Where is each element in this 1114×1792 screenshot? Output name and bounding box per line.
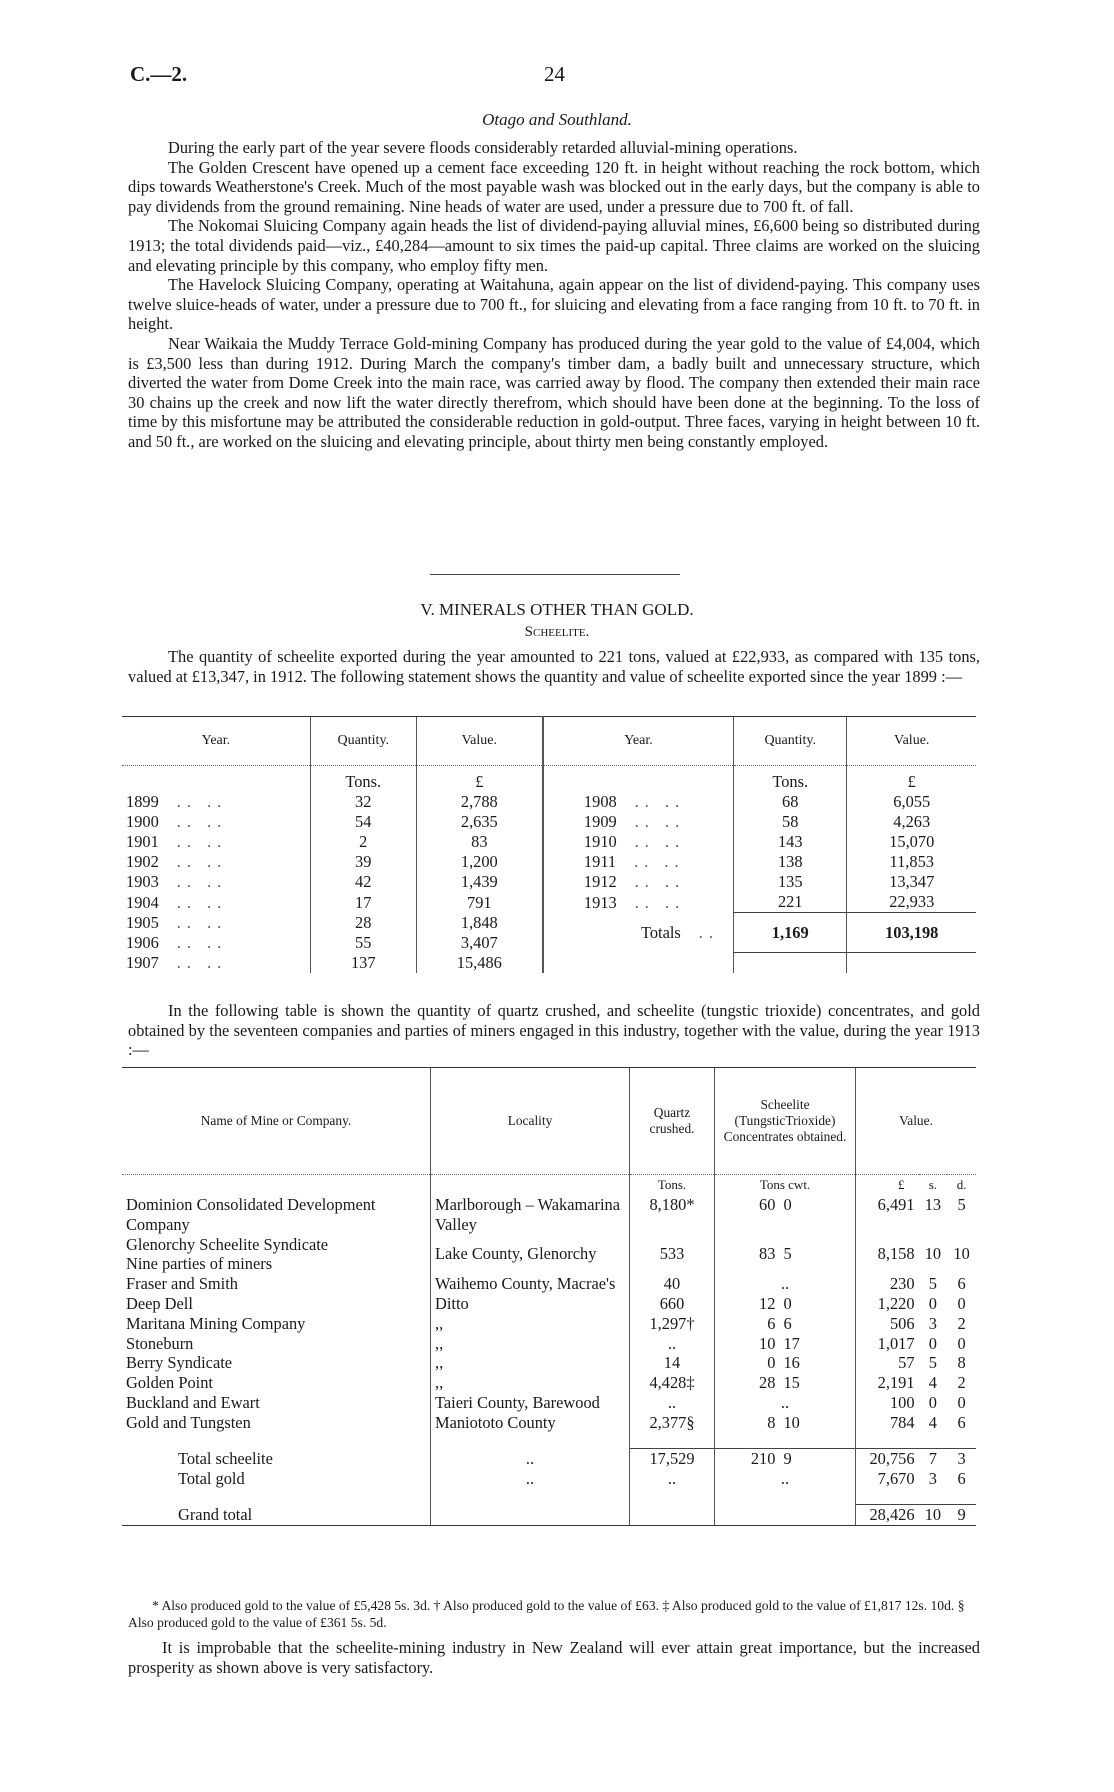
- paragraph: It is improbable that the scheelite-mining industry in New Zealand will ever attain great importance, but the increased prosperity as shown above is very satisfactory.: [128, 1638, 980, 1677]
- grand-total-row: Grand total 28,426 10 9: [122, 1505, 976, 1526]
- unit-pounds: £: [416, 766, 543, 793]
- table-row: 1905 .. .. 28 1,848 Totals .. 1,169 103,198: [122, 913, 976, 933]
- table-row: 1899 .. .. 32 2,788 1908 .. .. 68 6,055: [122, 792, 976, 812]
- table-row: Dominion Consolidated Development Company Marlborough – Wakamarina Valley 8,180* 60 0 6,491 13 5: [126, 1195, 966, 1234]
- document-code: C.—2.: [130, 62, 188, 86]
- col-value: Value.: [856, 1068, 977, 1175]
- totals-value: 103,198: [847, 913, 976, 953]
- section-divider: [430, 574, 680, 575]
- table-row: Stoneburn ,, .. 10 17 1,017 0 0: [126, 1333, 966, 1353]
- paragraph: The Nokomai Sluicing Company again heads the list of dividend-paying alluvial mines, £6,600 being so distributed during 1913; the total dividends paid—viz., £40,284—amount to six times the paid-up capital. Three claims are worked on the sluicing and elevating principle by this company, who employ fifty men.: [128, 216, 980, 275]
- col-scheelite: Scheelite (TungsticTrioxide) Concentrates obtained.: [715, 1068, 856, 1175]
- paragraph: The quantity of scheelite exported during the year amounted to 221 tons, valued at £22,933, as compared with 135 tons, valued at £13,347, in 1912. The following statement shows the quantity and value of scheelite exported since the year 1899 :—: [128, 647, 980, 686]
- scheelite-subheading: Scheelite.: [524, 624, 590, 640]
- otago-text: [128, 138, 980, 452]
- paragraph: In the following table is shown the quantity of quartz crushed, and scheelite (tungstic trioxide) concentrates, and gold obtained by the seventeen companies and parties of miners engaged in this industry, together with the value, during the year 1913 :—: [128, 1001, 980, 1060]
- table-row: 1907 .. .. 137 15,486: [122, 953, 976, 973]
- table-row: 1903 .. .. 42 1,439 1912 .. .. 135 13,347: [122, 872, 976, 892]
- table-row: Buckland and Ewart Taieri County, Barewood .. .. 100 0 0: [126, 1392, 966, 1412]
- table-row: Maritana Mining Company ,, 1,297† 6 6 506 3 2: [126, 1313, 966, 1333]
- unit-pounds: £: [847, 766, 976, 793]
- unit-tons: Tons.: [734, 766, 847, 793]
- paragraph: Near Waikaia the Muddy Terrace Gold-mining Company has produced during the year gold to the value of £4,004, which is £3,500 less than during 1912. During March the company's timber dam, a badly built and unnecessary structure, which diverted the water from Dome Creek into the main race, was carried away by flood. The company then extended their main race 30 chains up the creek and now lift the water directly therefrom, which should have been done at the beginning. To the loss of time by this misfortune may be attributed the considerable reduction in gold-output. Three faces, varying in height between 10 ft. and 50 ft., are worked on the sluicing and elevating principle, about thirty men being constantly employed.: [128, 333, 980, 451]
- table-row: Fraser and Smith Waihemo County, Macrae's 40 .. 230 5 6: [126, 1274, 966, 1294]
- total-gold-row: Total gold .. .. .. 7,670 3 6: [122, 1469, 976, 1505]
- col-name: Name of Mine or Company.: [122, 1068, 431, 1175]
- paragraph: The Golden Crescent have opened up a cement face exceeding 120 ft. in height without reaching the rock bottom, which dips towards Weatherstone's Creek. Much of the most payable wash was blocked out in the early days, but the company is able to pay dividends from the ground remaining. Nine heads of water are used, under a pressure due to 700 ft. of fall.: [128, 157, 980, 216]
- mines-table: Name of Mine or Company. Locality Quartz crushed. Scheelite (TungsticTrioxide) Concentrates obtained. Value. Tons. Tons cwt. £ s. d. Dominion Consolidated Development Company Marlborough – Wakamarina Valley 8,180* 60 0 6,491 13 5 Glenorchy Scheelite Syndicate Nine parties of miners Lake County, Glenorchy 533 83 5 8,158 10 10 Fraser and Smith Waihemo County, Macrae's 40 .. 230 5 6 Deep Dell Ditto 660 12 0 1,220 0 0 Maritana Mining Company ,, 1,297† 6 6 506 3 2 Stoneburn ,, .. 10 17 1,017 0 0 Berry Syndicate ,, 14 0 16 57 5 8 Golden Point ,, 4,428‡ 28 15 2,191 4 2 Buckland and Ewart Taieri County, Barewood .. .. 100 0 0 Gold and Tungsten Maniototo County 2,377§ 8 10 784 4 6 Total scheelite .. 17,529 210 9 20,756 7 3 Total gold .. .. .. 7,670 3 6 Grand total 28,426 10 9: [122, 1067, 976, 1526]
- table-row: 1900 .. .. 54 2,635 1909 .. .. 58 4,263: [122, 812, 976, 832]
- paragraph: During the early part of the year severe floods considerably retarded alluvial-mining operations.: [168, 138, 798, 157]
- section-title: Otago and Southland.: [482, 110, 632, 129]
- col-year: Year.: [543, 717, 734, 766]
- table-row: 1902 .. .. 39 1,200 1911 .. .. 138 11,853: [122, 852, 976, 872]
- mines-intro: [128, 1001, 980, 1060]
- total-scheelite-row: Total scheelite .. 17,529 210 9 20,756 7 3: [122, 1449, 976, 1469]
- table-row: 1901 .. .. 2 83 1910 .. .. 143 15,070: [122, 832, 976, 852]
- table-row: Glenorchy Scheelite Syndicate Nine parties of miners Lake County, Glenorchy 533 83 5 8,158 10 10: [126, 1234, 970, 1274]
- col-quantity: Quantity.: [734, 717, 847, 766]
- col-value: Value.: [416, 717, 543, 766]
- page-number: 24: [544, 62, 565, 86]
- totals-quantity: 1,169: [734, 913, 847, 953]
- table-row: 1904 .. .. 17 791 1913 .. .. 221 22,933: [122, 892, 976, 913]
- table-row: Berry Syndicate ,, 14 0 16 57 5 8: [126, 1353, 966, 1373]
- table-row: Golden Point ,, 4,428‡ 28 15 2,191 4 2: [126, 1373, 966, 1393]
- table-row: 1906 .. .. 55 3,407: [122, 933, 976, 953]
- col-quartz: Quartz crushed.: [630, 1068, 715, 1175]
- table-row: Deep Dell Ditto 660 12 0 1,220 0 0: [126, 1293, 966, 1313]
- col-year: Year.: [122, 717, 310, 766]
- col-quantity: Quantity.: [310, 717, 416, 766]
- col-locality: Locality: [431, 1068, 630, 1175]
- scheelite-exports-table: [122, 716, 976, 973]
- unit-tons: Tons.: [310, 766, 416, 793]
- col-value: Value.: [847, 717, 976, 766]
- table-row: Gold and Tungsten Maniototo County 2,377§ 8 10 784 4 6: [122, 1413, 976, 1449]
- totals-label: Totals: [640, 922, 681, 942]
- closing-text: [128, 1638, 980, 1677]
- paragraph: The Havelock Sluicing Company, operating at Waitahuna, again appear on the list of dividend-paying. This company uses twelve sluice-heads of water, under a pressure due to 700 ft., for sluicing and elevating from a face ranging from 10 ft. to 70 ft. in height.: [128, 275, 980, 334]
- footnotes: * Also produced gold to the value of £5,428 5s. 3d. † Also produced gold to the value of £63. ‡ Also produced gold to the value of £1,817 12s. 10d. § Also produced gold to the value of £361 5s. 5d.: [128, 1598, 965, 1630]
- minerals-heading: V. MINERALS OTHER THAN GOLD.: [420, 600, 694, 619]
- scheelite-intro: [128, 647, 980, 686]
